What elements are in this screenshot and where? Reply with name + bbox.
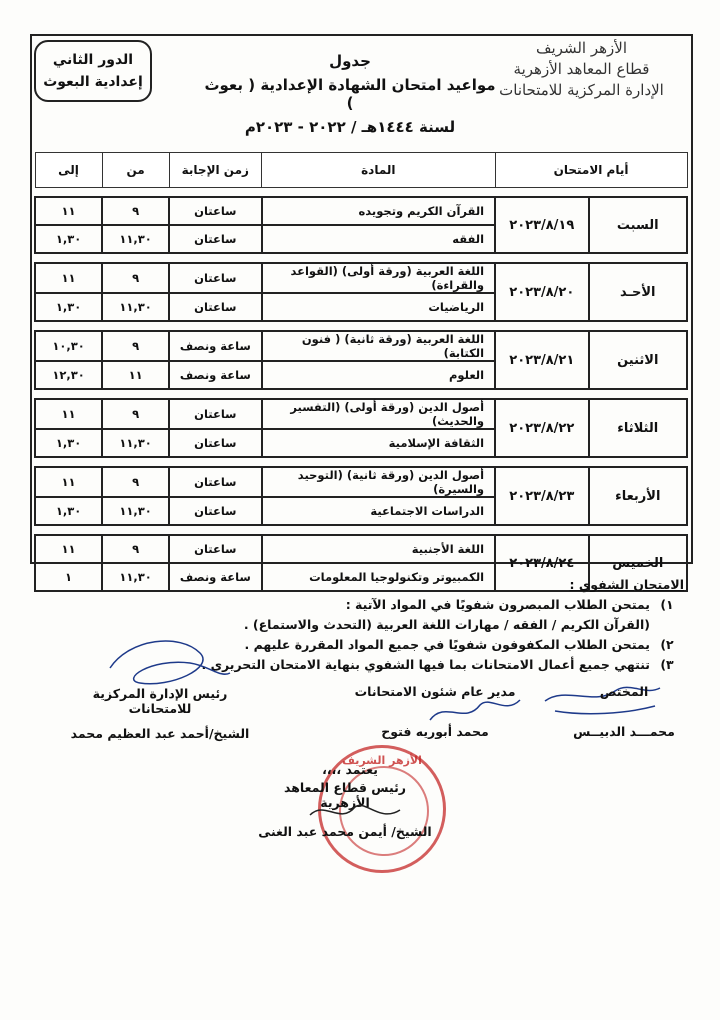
table-row bbox=[35, 197, 687, 225]
subject-cell: اللغة الأجنبية bbox=[262, 535, 496, 563]
round-box bbox=[34, 40, 152, 102]
central-name: الشيخ/أحمد عبد العظيم محمد bbox=[70, 726, 250, 741]
subject-cell: اللغة العربية (ورقة ثانية) ( فنون الكتابة) bbox=[262, 331, 496, 361]
subject-cell: الدراسات الاجتماعية bbox=[262, 497, 496, 525]
duration-cell: ساعة ونصف bbox=[169, 361, 261, 389]
date-cell: ٢٠٢٣/٨/١٩ bbox=[495, 197, 588, 253]
note-text: يمتحن الطلاب المبصرون شفويًا في المواد الآتية : bbox=[345, 597, 650, 612]
subject-cell: الفقه bbox=[262, 225, 496, 253]
director-name: محمد أبوريه فتوح bbox=[381, 724, 489, 739]
to-cell: ١ bbox=[35, 563, 102, 591]
from-cell: ١١ bbox=[102, 361, 169, 389]
authority-line-3: الإدارة المركزية للامتحانات bbox=[499, 81, 664, 99]
duration-cell: ساعة ونصف bbox=[169, 331, 261, 361]
specialist-title: المختص bbox=[599, 684, 649, 699]
approval-label: يعتمد ،،،، bbox=[322, 762, 378, 777]
subject-cell: الكمبيوتر وتكنولوجيا المعلومات bbox=[262, 563, 496, 591]
subject-cell: الرياضيات bbox=[262, 293, 496, 321]
table-row bbox=[35, 467, 687, 497]
duration-cell: ساعتان bbox=[169, 399, 261, 429]
from-cell: ٩ bbox=[102, 399, 169, 429]
duration-cell: ساعتان bbox=[169, 429, 261, 457]
subject-cell: القرآن الكريم وتجويده bbox=[262, 197, 496, 225]
table-row bbox=[35, 331, 687, 361]
duration-cell: ساعتان bbox=[169, 535, 261, 563]
table-row bbox=[35, 399, 687, 429]
page-subtitle: مواعيد امتحان الشهادة الإعدادية ( بعوث ) bbox=[204, 76, 496, 112]
schedule-table bbox=[34, 152, 688, 592]
from-cell: ١١,٣٠ bbox=[102, 563, 169, 591]
note-text: (القرآن الكريم / الفقه / مهارات اللغة العربية (التحدث والاستماع) . bbox=[243, 617, 650, 632]
from-cell: ٩ bbox=[102, 331, 169, 361]
subject-cell: أصول الدين (ورقة أولى) (التفسير والحديث) bbox=[262, 399, 496, 429]
to-cell: ١١ bbox=[35, 197, 102, 225]
note-text: تنتهي جميع أعمال الامتحانات بما فيها الشفوي بنهاية الامتحان التحريري . bbox=[201, 657, 650, 672]
specialist-name: محمـــد الدبيــس bbox=[573, 724, 675, 739]
note-number: ٣) bbox=[660, 657, 674, 672]
day-cell: السبت bbox=[589, 197, 688, 253]
to-cell: ١,٣٠ bbox=[35, 497, 102, 525]
header-days: أيام الامتحان bbox=[495, 153, 687, 188]
sector-title: رئيس قطاع المعاهد الأزهرية bbox=[284, 780, 406, 810]
date-cell: ٢٠٢٣/٨/٢٤ bbox=[495, 535, 588, 591]
director-title: مدير عام شئون الامتحانات bbox=[354, 684, 516, 699]
date-cell: ٢٠٢٣/٨/٢٣ bbox=[495, 467, 588, 525]
note-number: ٢) bbox=[660, 637, 674, 652]
header-from: من bbox=[102, 153, 169, 188]
duration-cell: ساعتان bbox=[169, 263, 261, 293]
day-cell: الخميس bbox=[589, 535, 688, 591]
duration-cell: ساعتان bbox=[169, 293, 261, 321]
stamp-text: الأزهر الشريف bbox=[342, 754, 422, 767]
note-item bbox=[44, 595, 684, 615]
day-cell: الأحـد bbox=[589, 263, 688, 321]
from-cell: ٩ bbox=[102, 467, 169, 497]
authority-line-1: الأزهر الشريف bbox=[535, 39, 628, 57]
to-cell: ١١ bbox=[35, 535, 102, 563]
from-cell: ١١,٣٠ bbox=[102, 225, 169, 253]
date-cell: ٢٠٢٣/٨/٢٢ bbox=[495, 399, 588, 457]
round-box-line-2: إعدادية البعوث bbox=[43, 74, 143, 90]
note-number bbox=[650, 615, 684, 635]
page-year: لسنة ١٤٤٤هـ / ٢٠٢٢ - ٢٠٢٣م bbox=[244, 118, 456, 136]
from-cell: ١١,٣٠ bbox=[102, 293, 169, 321]
date-cell: ٢٠٢٣/٨/٢٠ bbox=[495, 263, 588, 321]
note-number: ١) bbox=[660, 597, 674, 612]
day-cell: الأربعاء bbox=[589, 467, 688, 525]
table-header-row bbox=[35, 153, 687, 188]
subject-cell: أصول الدين (ورقة ثانية) (التوحيد والسيرة) bbox=[262, 467, 496, 497]
to-cell: ١٢,٣٠ bbox=[35, 361, 102, 389]
authority-header bbox=[479, 38, 684, 101]
authority-line-2: قطاع المعاهد الأزهرية bbox=[513, 60, 650, 78]
to-cell: ١,٣٠ bbox=[35, 293, 102, 321]
duration-cell: ساعتان bbox=[169, 197, 261, 225]
duration-cell: ساعتان bbox=[169, 225, 261, 253]
from-cell: ١١,٣٠ bbox=[102, 497, 169, 525]
subject-cell: العلوم bbox=[262, 361, 496, 389]
to-cell: ١,٣٠ bbox=[35, 429, 102, 457]
subject-cell: اللغة العربية (ورقة أولى) (القواعد والقراءة) bbox=[262, 263, 496, 293]
duration-cell: ساعة ونصف bbox=[169, 563, 261, 591]
central-title: رئيس الإدارة المركزية للامتحانات bbox=[92, 686, 228, 716]
header-to: إلى bbox=[35, 153, 102, 188]
note-text: يمتحن الطلاب المكفوفون شفويًا في جميع المواد المقررة عليهم . bbox=[244, 637, 650, 652]
day-cell: الاثنين bbox=[589, 331, 688, 389]
sector-name: الشيخ/ أيمن محمد عبد الغنى bbox=[258, 824, 432, 839]
from-cell: ٩ bbox=[102, 535, 169, 563]
to-cell: ١,٣٠ bbox=[35, 225, 102, 253]
duration-cell: ساعتان bbox=[169, 497, 261, 525]
to-cell: ١١ bbox=[35, 399, 102, 429]
table-row bbox=[35, 263, 687, 293]
notes-heading: الامتحان الشفوي : bbox=[569, 577, 684, 592]
page-title: جدول bbox=[329, 52, 371, 70]
duration-cell: ساعتان bbox=[169, 467, 261, 497]
day-cell: الثلاثاء bbox=[589, 399, 688, 457]
to-cell: ١١ bbox=[35, 263, 102, 293]
title-block bbox=[200, 52, 500, 136]
from-cell: ٩ bbox=[102, 197, 169, 225]
round-box-line-1: الدور الثاني bbox=[52, 52, 134, 68]
from-cell: ١١,٣٠ bbox=[102, 429, 169, 457]
to-cell: ١٠,٣٠ bbox=[35, 331, 102, 361]
subject-cell: الثقافة الإسلامية bbox=[262, 429, 496, 457]
header-duration: زمن الإجابة bbox=[169, 153, 261, 188]
to-cell: ١١ bbox=[35, 467, 102, 497]
header-subject: المادة bbox=[262, 153, 496, 188]
date-cell: ٢٠٢٣/٨/٢١ bbox=[495, 331, 588, 389]
from-cell: ٩ bbox=[102, 263, 169, 293]
table-row bbox=[35, 535, 687, 563]
